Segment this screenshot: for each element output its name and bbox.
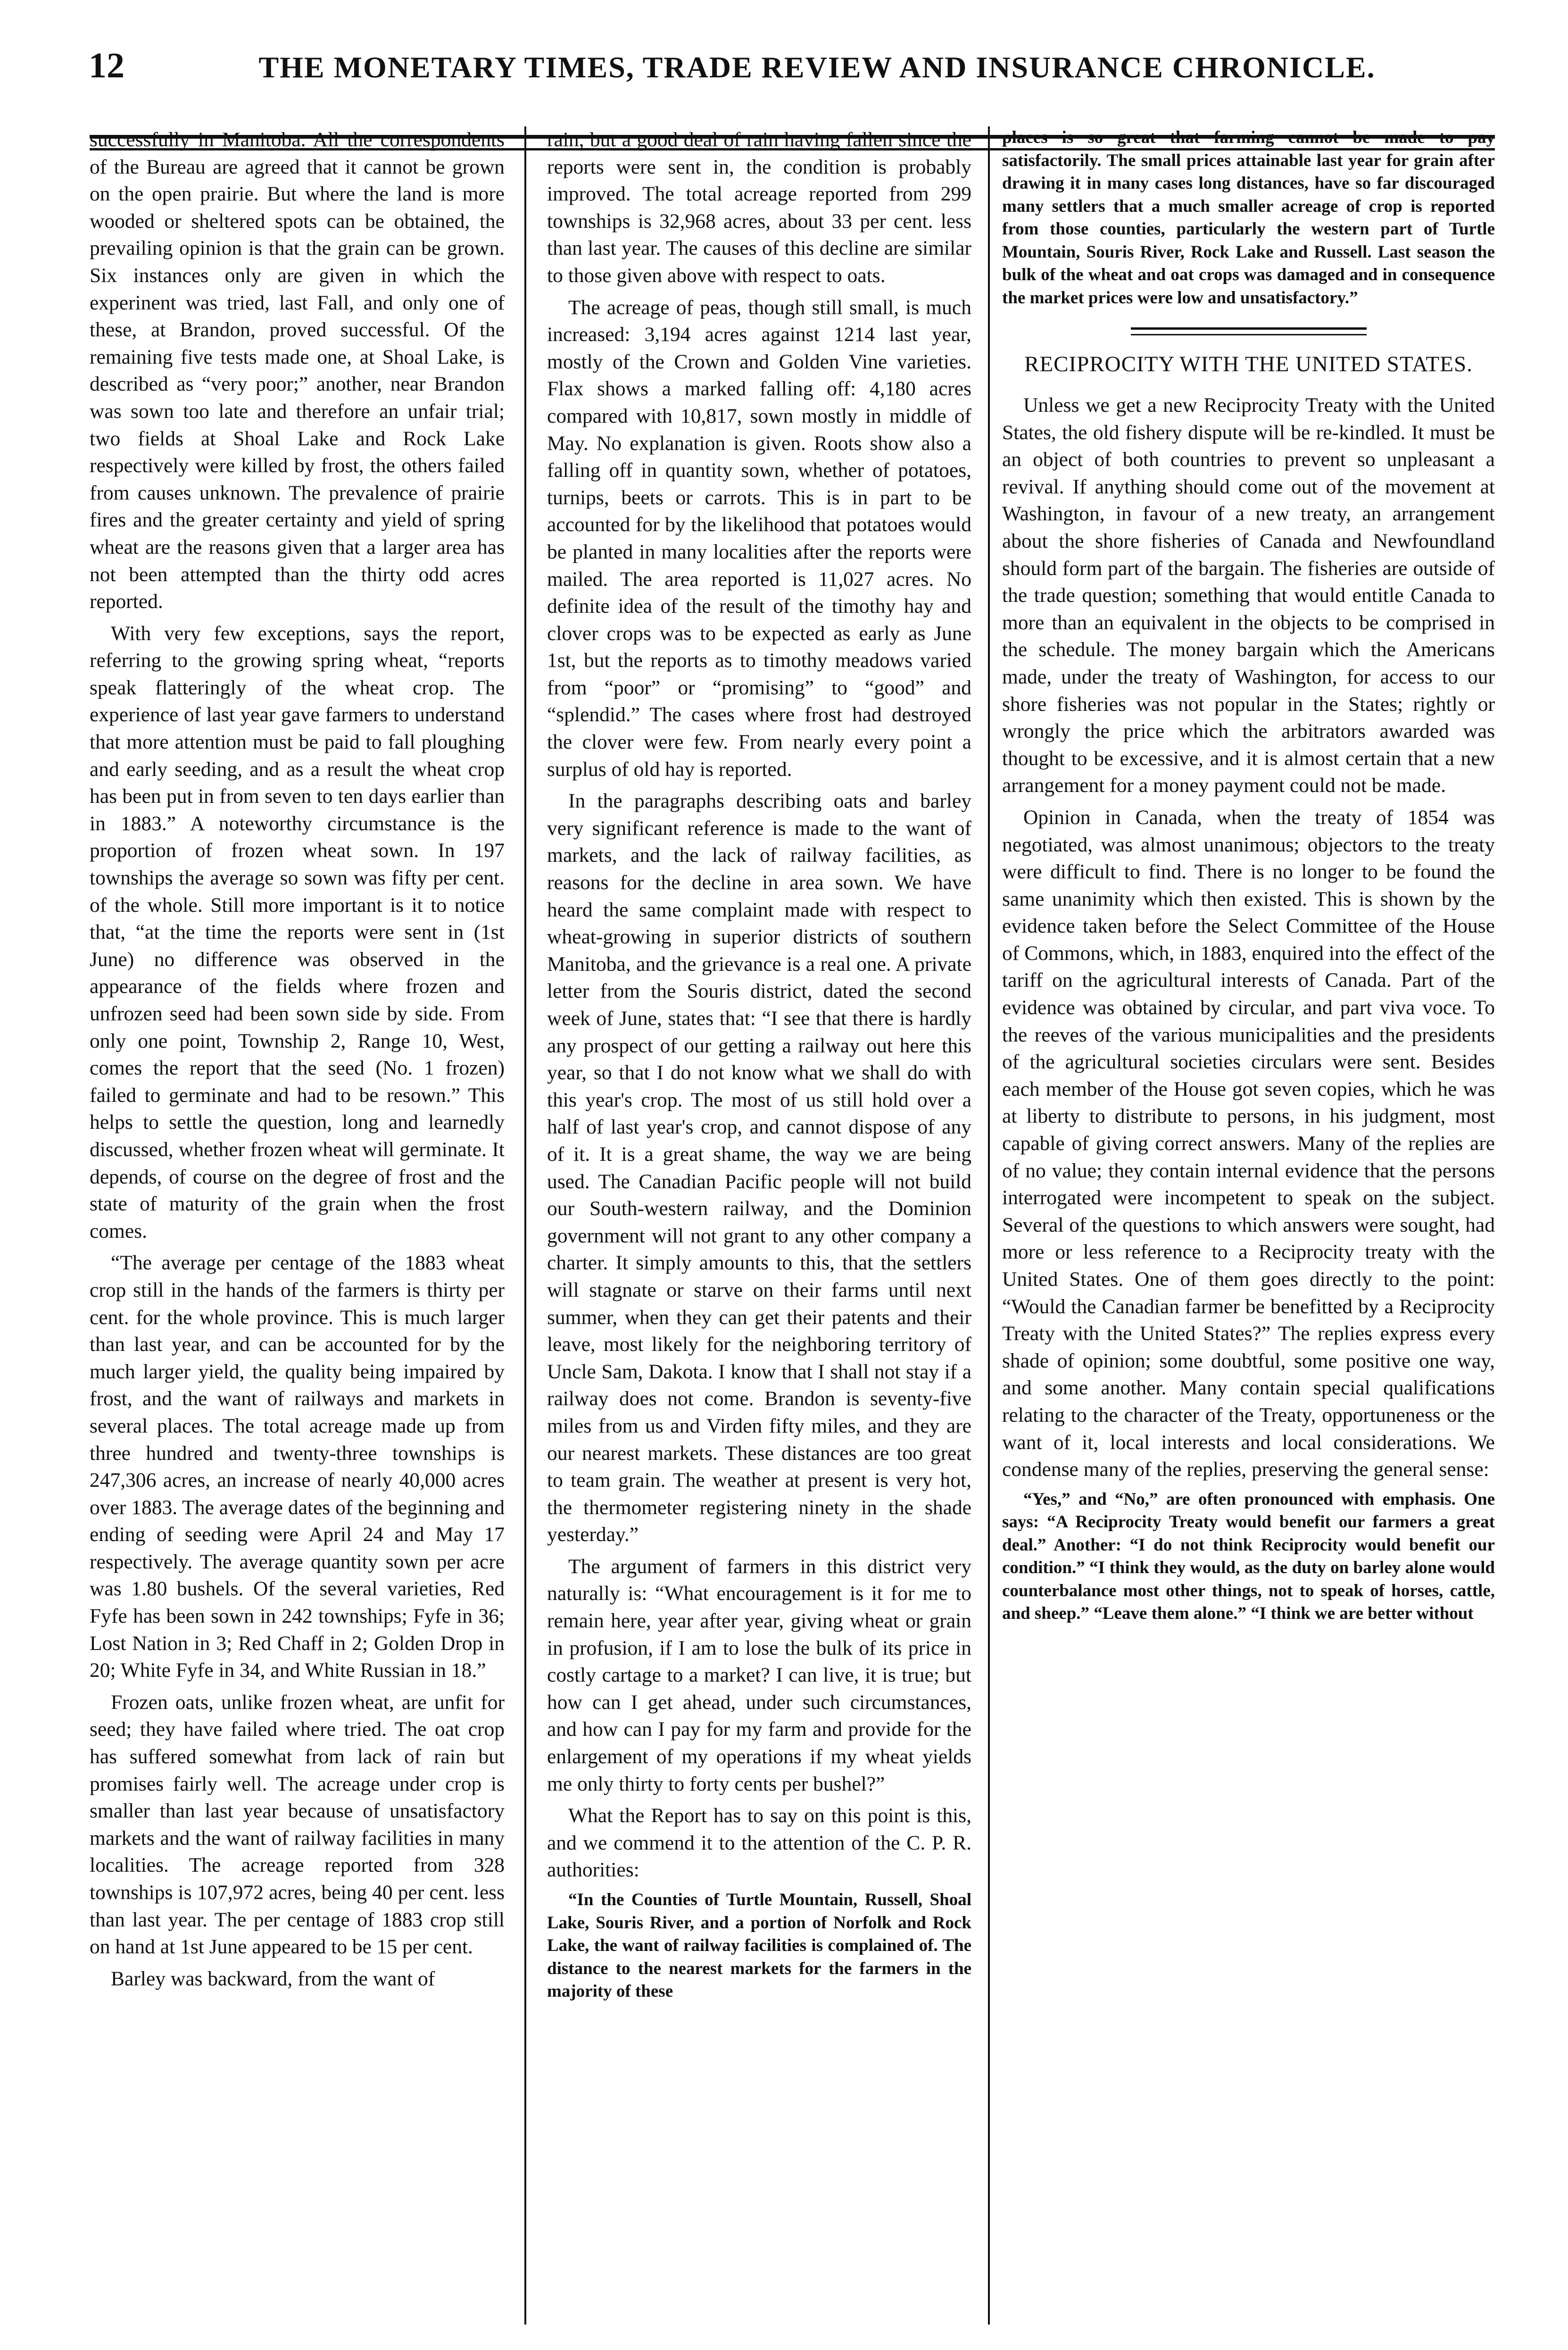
paragraph: successfully in Manitoba. All the correspondents of the Bureau are agreed that it cannot be grown on the open prairie. But where the land is more wooded or sheltered spots can be obtained, the prevailing opinion is that the grain can be grown. Six instances only are given in which the experinent was tried, last Fall, and only one of these, at Brandon, proved successful. Of the remaining five tests made one, at Shoal Lake, is described as “very poor;” another, near Brandon was sown too late and therefore an unfair trial; two fields at Shoal Lake and Rock Lake respectively were killed by frost, the others failed from causes unknown. The prevalence of prairie fires and the greater certainty and yield of spring wheat are the reasons given that a larger area has not been attempted than the thirty odd acres reported. xyxy=(90,128,505,613)
column-3 xyxy=(1002,126,1495,2315)
paragraph: Frozen oats, unlike frozen wheat, are unfit for seed; they have failed where tried. The oat crop has suffered somewhat from lack of rain but promises fairly well. The acreage under crop is smaller than last year because of unsatisfactory markets and the want of railway facilities in many localities. The acreage reported from 328 townships is 107,972 acres, being 40 per cent. less than last year. The per centage of 1883 crop still on hand at 1st June appeared to be 15 per cent. xyxy=(90,1691,505,1958)
paragraph: rain, but a good deal of rain having fallen since the reports were sent in, the condition is probably improved. The total acreage reported from 299 townships is 32,968 acres, about 33 per cent. less than last year. The causes of this decline are similar to those given above with respect to oats. xyxy=(547,128,971,287)
quoted-report: “In the Counties of Turtle Mountain, Russell, Shoal Lake, Souris River, and a portion of Norfolk and Rock Lake, the want of railway facilities is complained of. The distance to the nearest markets for the farmers in the majority of these xyxy=(547,1890,971,2001)
paragraph: Barley was backward, from the want of xyxy=(111,1967,435,1990)
column-2 xyxy=(547,126,971,2315)
paragraph: The acreage of peas, though still small, is much increased: 3,194 acres against 1214 last year, mostly of the Crown and Golden Vine varieties. Flax shows a marked falling off: 4,180 acres compared with 10,817, sown mostly in middle of May. No explanation is given. Roots show also a falling off in quantity sown, whether of potatoes, turnips, beets or carrots. This is in part to be accounted for by the likelihood that potatoes would be planted in many localities after the reports were mailed. The area reported is 11,027 acres. No definite idea of the result of the timothy hay and clover crops was to be expected as early as June 1st, but the reports as to timothy meadows varied from “poor” or “promising” to “good” and “splendid.” The cases where frost had destroyed the clover were few. From nearly every point a surplus of old hay is reported. xyxy=(547,296,971,781)
column-divider xyxy=(988,126,990,2325)
column-1 xyxy=(90,126,505,2315)
paragraph: Unless we get a new Reciprocity Treaty with the United States, the old fishery dispute will be re-kindled. It must be an object of both countries to prevent so unpleasant a revival. If anything should come out of the movement at Washington, in favour of a new treaty, an arrangement about the shore fisheries of Canada and Newfoundland should form part of the bargain. The fisheries are outside of the trade question; something that would entitle Canada to more than an equivalent in the objects to be comprised in the schedule. The money bargain which the Americans made, under the treaty of Washington, for access to our shore fisheries was not popular in the States; rightly or wrongly the price which the arbitrators awarded was thought to be excessive, and it is almost certain that a new arrangement for a money payment could not be made. xyxy=(1002,394,1495,797)
paragraph: In the paragraphs describing oats and barley very significant reference is made to the want of markets, and the lack of railway facilities, as reasons for the decline in area sown. We have heard the same complaint made with respect to wheat-growing in superior districts of southern Manitoba, and the grievance is a real one. A private letter from the Souris district, dated the second week of June, states that: “I see that there is hardly any prospect of our getting a railway out here this year, so that I do not know what we shall do with this year's crop. The most of us still hold over a half of last year's crop, and cannot dispose of any of it. It is a great shame, the way we are being used. The Canadian Pacific people will not build our South-western railway, and the Dominion government will not grant to any other company a charter. It simply amounts to this, that the settlers will stagnate or starve on their farms until next summer, when they can get their patents and their leave, most likely for the neighboring territory of Uncle Sam, Dakota. I know that I shall not stay if a railway does not come. Brandon is seventy-five miles from us and Virden fifty miles, and they are our nearest markets. These distances are too great to team grain. The weather at present is very hot, the thermometer registering ninety in the shade yesterday.” xyxy=(547,790,971,1546)
page-header xyxy=(0,42,1568,112)
quoted-replies: “Yes,” and “No,” are often pronounced with emphasis. One says: “A Reciprocity Treaty would benefit our farmers a great deal.” Another: “I do not think Reciprocity would benefit our condition.” “I think they would, as the duty on barley alone would counterbalance most other things, not to speak of horses, cattle, and sheep.” “Leave them alone.” “I think we are better without xyxy=(1002,1489,1495,1624)
paragraph: The argument of farmers in this district very naturally is: “What encouragement is it for me to remain here, year after year, giving wheat or grain in profusion, if I am to lose the bulk of its price in costly cartage to a market? I can live, it is true; but how can I get ahead, under such circumstances, and how can I pay for my farm and provide for the enlargement of my operations if my wheat yields me only thirty to forty cents per bushel?” xyxy=(547,1555,971,1795)
quoted-report-continued: places is so great that farming cannot be made to pay satisfactorily. The small prices attainable last year for grain after drawing it in many cases long distances, have so far discouraged many settlers that a much smaller acreage of crop is reported from those counties, particularly the western part of Turtle Mountain, Souris River, Rock Lake and Russell. Last season the bulk of the wheat and oat crops was damaged and in consequence the market prices were low and unsatisfactory.” xyxy=(1002,128,1495,308)
column-divider xyxy=(524,126,526,2325)
section-divider xyxy=(1131,327,1367,335)
paragraph: Opinion in Canada, when the treaty of 1854 was negotiated, was almost unanimous; objectors to the treaty were difficult to find. There is no longer to be found the same unanimity which then existed. This is shown by the evidence taken before the Select Committee of the House of Commons, which, in 1883, enquired into the effect of the tariff on the agricultural interests of Canada. Part of the evidence was obtained by circular, and part viva voce. To the reeves of the various municipalities and the presidents of the agricultural societies circulars were sent. Besides each member of the House got seven copies, which he was at liberty to distribute to persons, in his judgment, most capable of giving correct answers. Many of the replies are of no value; they contain internal evidence that the persons interrogated were incompetent to speak on the subject. Several of the questions to which answers were sought, had more or less reference to a Reciprocity treaty with the United States. One of them goes directly to the point: “Would the Canadian farmer be benefitted by a Reciprocity Treaty with the United States?” The replies express every shade of opinion; some doubtful, some positive one way, and some another. Many contain special qualifications relating to the character of the Treaty, opportuneness or the want of it, local interests and local considerations. We condense many of the replies, preserving the general sense: xyxy=(1002,806,1495,1481)
paragraph: With very few exceptions, says the report, referring to the growing spring wheat, “reports speak flatteringly of the wheat crop. The experience of last year gave farmers to understand that more attention must be paid to fall ploughing and early seeding, and as a result the wheat crop has been put in from seven to ten days earlier than in 1883.” A noteworthy circumstance is the proportion of frozen wheat sown. In 197 townships the average so sown was fifty per cent. of the whole. Still more important is it to notice that, “at the time the reports were sent in (1st June) no difference was observed in the appearance of the fields where frozen and unfrozen seed had been sown side by side. From only one point, Township 2, Range 10, West, comes the report that the seed (No. 1 frozen) failed to germinate and had to be resown.” This helps to settle the question, long and learnedly discussed, whether frozen wheat will germinate. It depends, of course on the degree of frost and the state of maturity of the grain when the frost comes. xyxy=(90,622,505,1242)
publication-title: THE MONETARY TIMES, TRADE REVIEW AND INSURANCE CHRONICLE. xyxy=(258,50,1376,84)
paragraph: “The average per centage of the 1883 wheat crop still in the hands of the farmers is thirty per cent. for the whole province. This is much larger than last year, and can be accounted for by the much larger yield, the quality being impaired by frost, and the want of railways and markets in several places. The total acreage made up from three hundred and twenty-three townships is 247,306 acres, an increase of nearly 40,000 acres over 1883. The average dates of the beginning and ending of seeding were April 24 and May 17 respectively. The average quantity sown per acre was 1.80 bushels. Of the several varieties, Red Fyfe has been sown in 242 townships; Fyfe in 36; Lost Nation in 3; Red Chaff in 2; Golden Drop in 20; White Fyfe in 34, and White Russian in 18.” xyxy=(90,1251,505,1682)
page-number: 12 xyxy=(89,46,124,85)
paragraph: What the Report has to say on this point is this, and we commend it to the attention of the C. P. R. authorities: xyxy=(547,1804,971,1882)
article-heading: RECIPROCITY WITH THE UNITED STATES. xyxy=(1024,352,1473,376)
